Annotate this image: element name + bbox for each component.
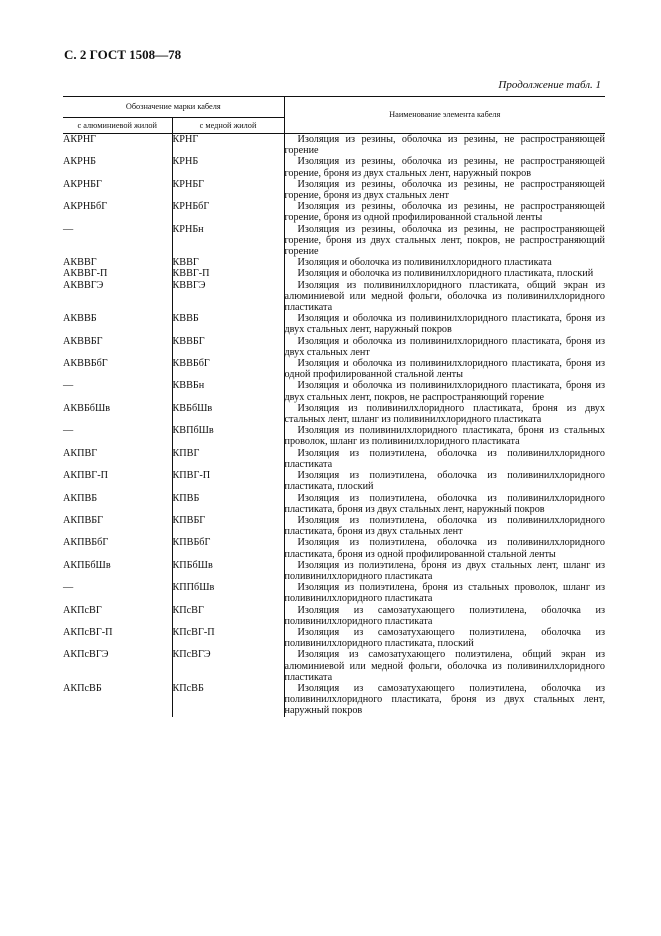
table-row — [63, 537, 605, 559]
table-row — [63, 358, 605, 380]
table-row — [63, 268, 605, 279]
table-row — [63, 470, 605, 492]
aluminum-core-brand: АКПсВГЭ — [63, 649, 172, 683]
table-body — [63, 134, 605, 717]
copper-core-brand: КПсВГ — [172, 605, 284, 627]
aluminum-core-brand: АКПВГ — [63, 448, 172, 470]
cable-element-description: Изоляция из полиэтилена, оболочка из поливинилхлоридного пластиката, плоский — [284, 470, 605, 493]
aluminum-core-brand: АКВВБ — [63, 313, 172, 335]
copper-core-brand: КППбШв — [172, 582, 284, 604]
table-row — [63, 156, 605, 178]
cable-element-description: Изоляция и оболочка из поливинилхлоридного пластиката, броня из одной профилированной стальной ленты — [284, 358, 605, 381]
aluminum-core-brand: АКВВГ-П — [63, 268, 172, 279]
aluminum-core-brand: АКВВГ — [63, 257, 172, 268]
copper-core-brand: КРНБ — [172, 156, 284, 178]
table-row — [63, 313, 605, 335]
copper-core-brand: КПВБ — [172, 493, 284, 515]
table-continuation-label: Продолжение табл. 1 — [498, 79, 601, 91]
table-row — [63, 201, 605, 223]
table-row — [63, 560, 605, 582]
cable-element-description: Изоляция из поливинилхлоридного пластиката, броня из стальных проволок, шланг из поливинилхлоридного пластиката — [284, 425, 605, 448]
copper-core-brand: КВВБн — [172, 380, 284, 402]
table-row — [63, 179, 605, 201]
cable-element-description: Изоляция из поливинилхлоридного пластиката, общий экран из алюминиевой или медной фольги, оболочка из поливинилхлоридного пластиката — [284, 279, 605, 314]
cable-element-description: Изоляция из резины, оболочка из резины, не распространяющей горение, броня из двух стальных лент, покров, не распространяющий горение — [284, 223, 605, 258]
aluminum-core-brand: АКВВГЭ — [63, 280, 172, 314]
cable-element-description: Изоляция из резины, оболочка из резины, не распространяющей горение, броня из одной профилированной стальной ленты — [284, 201, 605, 224]
header-brand-designation: Обозначение марки кабеля — [63, 97, 284, 118]
copper-core-brand: КПБбШв — [172, 560, 284, 582]
cable-element-description: Изоляция из полиэтилена, оболочка из поливинилхлоридного пластиката, броня из одной профилированной стальной ленты — [284, 537, 605, 560]
table-row — [63, 605, 605, 627]
cable-element-description: Изоляция из полиэтилена, оболочка из поливинилхлоридного пластиката, броня из двух стальных лент, наружный покров — [284, 492, 605, 515]
table-row — [63, 493, 605, 515]
table-row — [63, 134, 605, 157]
table-row — [63, 683, 605, 717]
table-row — [63, 649, 605, 683]
table-row — [63, 380, 605, 402]
aluminum-core-brand: АКПВБГ — [63, 515, 172, 537]
copper-core-brand: КВВБ — [172, 313, 284, 335]
cable-brand-table — [63, 96, 605, 717]
copper-core-brand: КРНБн — [172, 224, 284, 258]
cable-element-description: Изоляция из полиэтилена, оболочка из поливинилхлоридного пластиката — [284, 447, 605, 470]
page-header: С. 2 ГОСТ 1508—78 — [64, 47, 182, 62]
copper-core-brand: КВБбШв — [172, 403, 284, 425]
table-row — [63, 515, 605, 537]
cable-element-description: Изоляция из поливинилхлоридного пластиката, броня из двух стальных лент, шланг из поливинилхлоридного пластиката — [284, 402, 605, 426]
aluminum-core-brand: АКРНБ — [63, 156, 172, 178]
aluminum-core-brand: АКПсВГ — [63, 605, 172, 627]
cable-element-description: Изоляция и оболочка из поливинилхлоридного пластиката, плоский — [284, 268, 605, 279]
copper-core-brand: КВВГ — [172, 257, 284, 268]
copper-core-brand: КПсВГЭ — [172, 649, 284, 683]
cable-element-description: Изоляция из резины, оболочка из резины, не распространяющей горение, броня из двух стальных лент — [284, 178, 605, 202]
header-copper-core: с медной жилой — [172, 118, 284, 134]
aluminum-core-brand: АКВВБГ — [63, 336, 172, 358]
table-row — [63, 224, 605, 258]
copper-core-brand: КРНБГ — [172, 179, 284, 201]
copper-core-brand: КРНГ — [172, 134, 284, 157]
aluminum-core-brand: АКПВБ — [63, 493, 172, 515]
cable-element-description: Изоляция из полиэтилена, оболочка из поливинилхлоридного пластиката, броня из двух стальных лент — [284, 514, 605, 538]
aluminum-core-brand: АКВВБбГ — [63, 358, 172, 380]
aluminum-core-brand: АКПВБбГ — [63, 537, 172, 559]
aluminum-core-brand: АКПсВГ-П — [63, 627, 172, 649]
aluminum-core-brand: АКПБбШв — [63, 560, 172, 582]
cable-element-description: Изоляция из полиэтилена, броня из двух стальных лент, шланг из поливинилхлоридного пластиката — [284, 559, 605, 582]
table-row — [63, 627, 605, 649]
aluminum-core-brand: АКПсВБ — [63, 683, 172, 717]
header-element-name: Наименование элемента кабеля — [284, 97, 605, 134]
table-row — [63, 280, 605, 314]
table-row — [63, 257, 605, 268]
copper-core-brand: КВВБбГ — [172, 358, 284, 380]
aluminum-core-brand: — — [63, 425, 172, 447]
aluminum-core-brand: АКРНБбГ — [63, 201, 172, 223]
table-row — [63, 425, 605, 447]
cable-element-description: Изоляция из резины, оболочка из резины, не распространяющей горение, броня из двух стальных лент, наружный покров — [284, 156, 605, 179]
copper-core-brand: КПВБГ — [172, 515, 284, 537]
copper-core-brand: КВВГ-П — [172, 268, 284, 279]
cable-element-description: Изоляция из самозатухающего полиэтилена, общий экран из алюминиевой или медной фольги, оболочка из поливинилхлоридного пластиката — [284, 649, 605, 683]
cable-element-description: Изоляция и оболочка из поливинилхлоридного пластиката, броня из двух стальных лент, наружный покров — [284, 313, 605, 336]
cable-element-description: Изоляция из резины, оболочка из резины, не распространяющей горение — [284, 134, 605, 157]
aluminum-core-brand: — — [63, 582, 172, 604]
copper-core-brand: КПВГ — [172, 448, 284, 470]
aluminum-core-brand: — — [63, 380, 172, 402]
cable-element-description: Изоляция из полиэтилена, броня из стальных проволок, шланг из поливинилхлоридного пластиката — [284, 582, 605, 605]
cable-element-description: Изоляция и оболочка из поливинилхлоридного пластиката — [284, 257, 605, 268]
copper-core-brand: КВВБГ — [172, 336, 284, 358]
header-aluminum-core: с алюминиевой жилой — [63, 118, 172, 134]
aluminum-core-brand: АКПВГ-П — [63, 470, 172, 492]
cable-element-description: Изоляция и оболочка из поливинилхлоридного пластиката, броня из двух стальных лент, покров, не распространяющий горение — [284, 380, 605, 403]
table-row — [63, 336, 605, 358]
copper-core-brand: КПВБбГ — [172, 537, 284, 559]
cable-element-description: Изоляция из самозатухающего полиэтилена, оболочка из поливинилхлоридного пластиката, плоский — [284, 626, 605, 650]
copper-core-brand: КПсВБ — [172, 683, 284, 717]
table-row — [63, 582, 605, 604]
aluminum-core-brand: АКРНБГ — [63, 179, 172, 201]
copper-core-brand: КПВГ-П — [172, 470, 284, 492]
cable-element-description: Изоляция и оболочка из поливинилхлоридного пластиката, броня из двух стальных лент — [284, 335, 605, 358]
copper-core-brand: КВПбШв — [172, 425, 284, 447]
table-row — [63, 448, 605, 470]
aluminum-core-brand: АКВБбШв — [63, 403, 172, 425]
copper-core-brand: КВВГЭ — [172, 280, 284, 314]
cable-element-description: Изоляция из самозатухающего полиэтилена, оболочка из поливинилхлоридного пластиката — [284, 604, 605, 627]
table-row — [63, 403, 605, 425]
copper-core-brand: КРНБбГ — [172, 201, 284, 223]
aluminum-core-brand: — — [63, 224, 172, 258]
aluminum-core-brand: АКРНГ — [63, 134, 172, 157]
cable-element-description: Изоляция из самозатухающего полиэтилена, оболочка из поливинилхлоридного пластиката, броня из двух стальных лент, наружный покров — [284, 682, 605, 717]
copper-core-brand: КПсВГ-П — [172, 627, 284, 649]
